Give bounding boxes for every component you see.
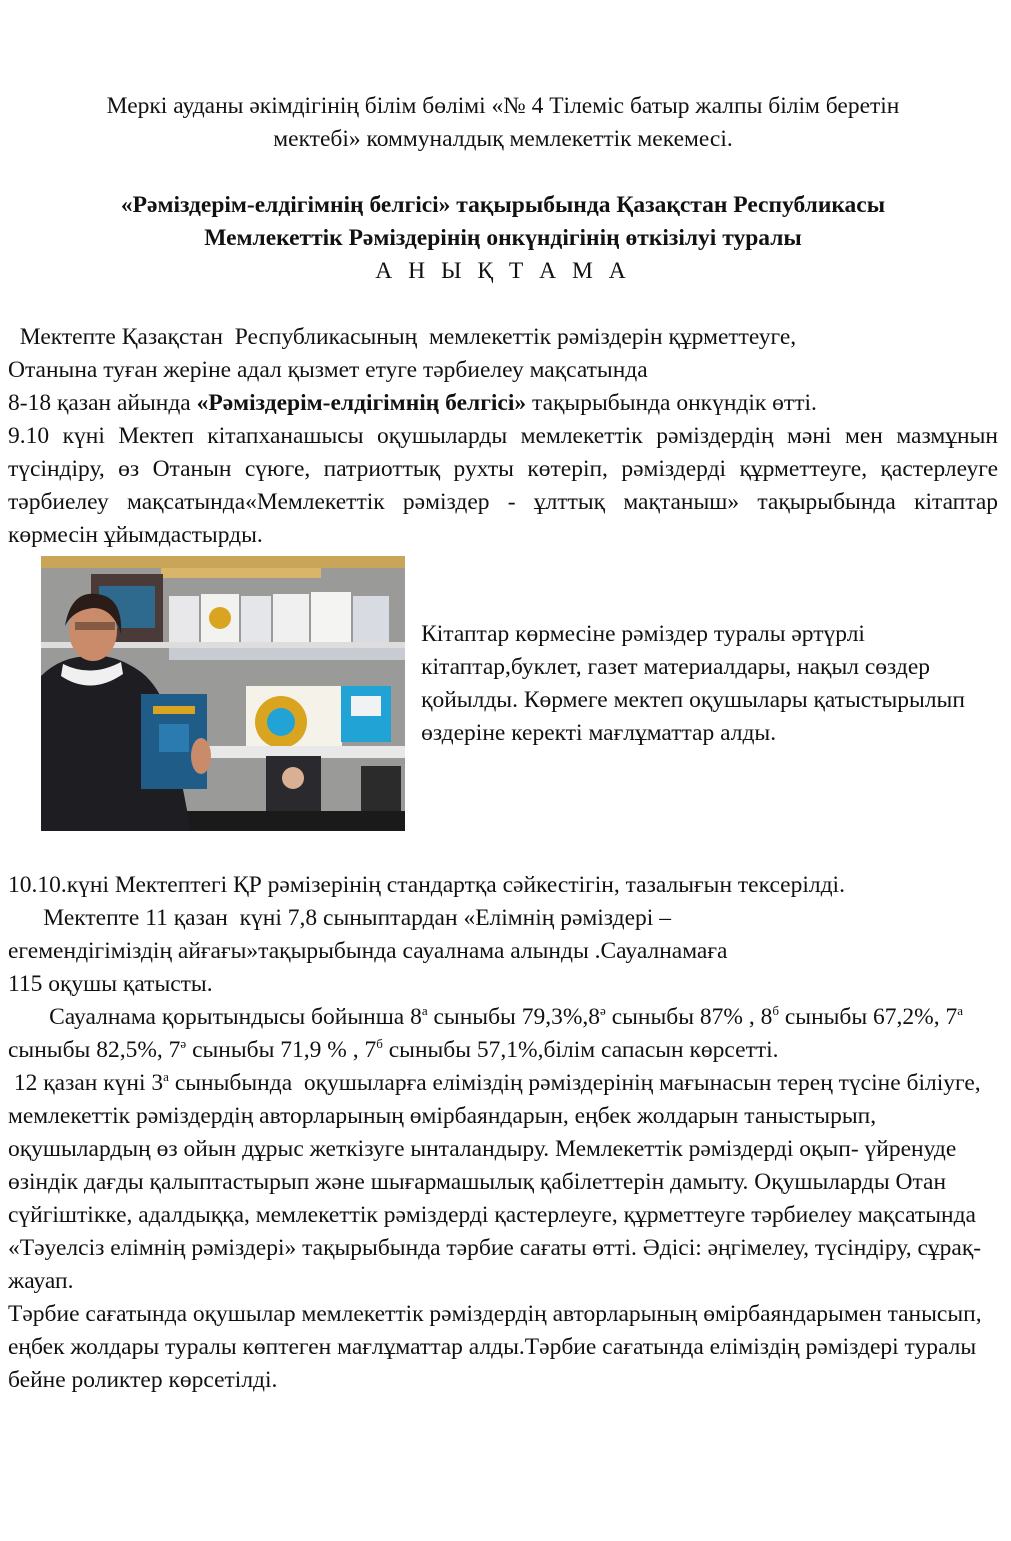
survey-line-3: 115 оқушы қатысты. bbox=[8, 971, 213, 997]
intro-line-2: Отанына туған жеріне адал қызмет етуге тәрбиелеу мақсатында bbox=[8, 357, 648, 383]
grade-8a-sup: а bbox=[421, 1003, 428, 1019]
intro-theme: «Рәміздерім-елдігімнің белгісі» bbox=[196, 390, 527, 416]
intro-dates: 8-18 қазан айында bbox=[8, 390, 197, 416]
survey-results bbox=[8, 1001, 998, 1067]
grade-8b-sup: б bbox=[772, 1003, 779, 1019]
grade-7a-sup: а bbox=[957, 1003, 964, 1019]
exhibition-photo bbox=[41, 556, 405, 831]
grade-3a-sup: а bbox=[163, 1069, 169, 1085]
exhibition-photo-drawing bbox=[41, 556, 405, 831]
photo-section bbox=[8, 556, 998, 836]
results-7ae: сыныбы 71,9 % , 7 bbox=[186, 1037, 377, 1063]
paragraph-9-10: 9.10 күні Мектеп кітапханашысы оқушыларды мемлекеттік рәміздердің мәні мен мазмұнын түсіндіру, өз Отанын сүюге, патриоттық рухты көтеріп, рәміздерді құрметтеуге, қастерлеуге тәрбиелеу мақсатында«Мемлекеттік рәміздер - ұлттық мақтаныш» тақырыбында кітаптар көрмесін ұйымдастырды. bbox=[8, 423, 998, 548]
grade-8ae-sup: ә bbox=[600, 1003, 606, 1019]
document-page bbox=[8, 90, 998, 1397]
photo-caption: Кітаптар көрмесіне рәміздер туралы әртүрлі кітаптар,буклет, газет материалдары, нақыл сөздер қойылды. Көрмеге мектеп оқушылары қатыстырылып өздеріне керекті мағлұматтар алды. bbox=[421, 621, 965, 746]
paragraph-12 bbox=[8, 1067, 998, 1298]
paragraph-final: Тәрбие сағатында оқушылар мемлекеттік рәміздердің авторларының өмірбаяндарымен танысып, еңбек жолдары туралы көптеген мағлұматтар алды.Тәрбие сағатында еліміздің рәміздері туралы бейне роликтер көрсетілді. bbox=[8, 1301, 982, 1393]
survey-line-1: Мектепте 11 қазан күні 7,8 сыныптардан «Елімнің рәміздері – bbox=[8, 905, 671, 931]
doc-type-heading: А Н Ы Қ Т А М А bbox=[375, 258, 631, 284]
org-line-1: Меркі ауданы әкімдігінің білім бөлімі «№ 4 Тілеміс батыр жалпы білім беретін bbox=[106, 93, 900, 119]
results-8b: сыныбы 67,2%, 7 bbox=[778, 1004, 958, 1030]
results-8a: сыныбы 79,3%,8 bbox=[427, 1004, 601, 1030]
grade-7ae-sup: ә bbox=[180, 1036, 187, 1052]
org-line-2: мектебі» коммуналдық мемлекеттік мекемесі. bbox=[273, 126, 733, 152]
paragraph-10-10: 10.10.күні Мектептегі ҚР рәмізерінің стандартқа сәйкестігін, тазалығын тексерілді. bbox=[8, 872, 845, 898]
intro-rest: тақырыбында онкүндік өтті. bbox=[526, 390, 817, 416]
intro-line-1: Мектепте Қазақстан Республикасының мемлекеттік рәміздерін құрметтеуге, bbox=[8, 324, 797, 350]
results-8ae: сыныбы 87% , 8 bbox=[605, 1004, 773, 1030]
grade-7b-sup: б bbox=[376, 1036, 383, 1052]
para-12-date: 12 қазан күні 3 bbox=[8, 1070, 164, 1096]
title-line-1: «Рәміздерім-елдігімнің белгісі» тақырыбында Қазақстан Республикасы bbox=[120, 192, 886, 218]
para-12-text: сыныбында оқушыларға еліміздің рәміздерінің мағынасын терең түсіне біліуге, мемлекеттік рәміздердің авторларының өмірбаяндарын, еңбек жолдарын таныстырып, оқушылардың өз ойын дұрыс жеткізуге ынталандыру. Мемлекеттік рәміздерді оқып- үйренуде өзіндік дағды қалыптастырып және шығармашылық қабілеттерін дамыту. Оқушыларды Отан сүйгіштікке, адалдыққа, мемлекеттік рәміздерді қастерлеуге, құрметтеуге тәрбиелеу мақсатында «Тәуелсіз елімнің рәміздері» тақырыбында тәрбие сағаты өтті. Әдісі: әңгімелеу, түсіндіру, сұрақ-жауап. bbox=[8, 1070, 987, 1294]
results-7b: сыныбы 57,1%,білім сапасын көрсетті. bbox=[382, 1037, 779, 1063]
intro-line-3 bbox=[8, 387, 998, 420]
results-7a: сыныбы 82,5%, 7 bbox=[8, 1004, 969, 1063]
title-line-2: Мемлекеттік Рәміздерінің онкүндігінің өткізілуі туралы bbox=[204, 225, 802, 251]
results-intro: Сауалнама қорытындысы бойынша 8 bbox=[8, 1004, 422, 1030]
survey-line-2: егемендігіміздің айғағы»тақырыбында сауалнама алынды .Сауалнамаға bbox=[8, 938, 728, 964]
